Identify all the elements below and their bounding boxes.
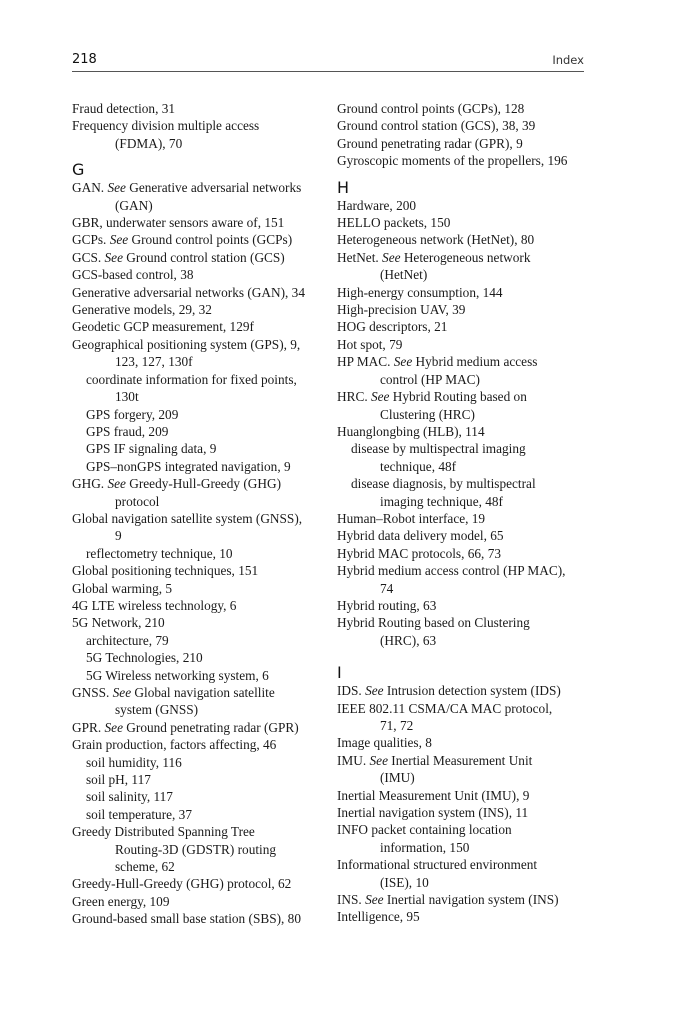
index-entry-continuation: 74	[380, 580, 394, 596]
index-entry-text: Hybrid routing, 63	[337, 597, 437, 613]
index-entry-text: Hybrid medium access control (HP MAC),	[337, 563, 566, 579]
index-entry	[337, 752, 589, 787]
index-subentry	[72, 371, 322, 406]
index-entry-text: coordinate information for fixed points,	[86, 371, 297, 387]
index-entry-continuation: (HRC), 63	[380, 632, 437, 648]
index-entry-text: Ground-based small base station (SBS), 80	[72, 911, 301, 927]
index-entry	[72, 597, 322, 614]
index-subentry	[72, 754, 322, 771]
index-entry-continuation: (ISE), 10	[380, 874, 429, 890]
index-entry-text: Hybrid data delivery model, 65	[337, 528, 504, 544]
index-entry-text: Global warming, 5	[72, 580, 173, 596]
index-entry	[337, 891, 589, 908]
index-entry-text: soil pH, 117	[86, 772, 151, 788]
see-reference: See	[107, 476, 126, 492]
index-entry-continuation: (IMU)	[380, 770, 415, 786]
index-entry-text: 4G LTE wireless technology, 6	[72, 597, 237, 613]
see-reference: See	[371, 389, 390, 405]
see-reference: See	[104, 249, 123, 265]
index-column-left	[72, 100, 322, 928]
index-entry	[337, 562, 589, 597]
see-reference: See	[365, 683, 384, 699]
index-entry	[337, 787, 589, 804]
index-entry-text: Inertial navigation system (INS)	[383, 892, 559, 908]
index-entry	[337, 100, 589, 117]
index-entry	[72, 100, 322, 117]
index-subentry	[72, 667, 322, 684]
index-entry-text: Inertial navigation system (INS), 11	[337, 805, 529, 821]
index-entry	[72, 580, 322, 597]
index-entry	[72, 510, 322, 545]
index-entry	[72, 736, 322, 753]
index-entry	[72, 719, 322, 736]
index-entry	[337, 597, 589, 614]
index-term: GCPs.	[72, 232, 110, 248]
index-entry-text: 5G Technologies, 210	[86, 650, 203, 666]
index-subentry	[72, 406, 322, 423]
index-entry-continuation: imaging technique, 48f	[380, 493, 503, 509]
index-entry-continuation: 71, 72	[380, 718, 414, 733]
index-section-letter: I	[337, 663, 342, 683]
index-entry-text: Greedy-Hull-Greedy (GHG)	[125, 476, 281, 492]
index-entry-text: GCS-based control, 38	[72, 267, 194, 283]
index-entry-text: soil temperature, 37	[86, 806, 192, 822]
index-entry	[72, 231, 322, 248]
index-entry-text: Greedy-Hull-Greedy (GHG) protocol, 62	[72, 876, 292, 892]
header-rule	[72, 71, 584, 72]
index-entry	[337, 510, 589, 527]
index-entry	[72, 249, 322, 266]
index-entry-continuation: technique, 48f	[380, 458, 457, 474]
index-entry-text: Green energy, 109	[72, 893, 170, 909]
index-subentry	[337, 475, 589, 510]
index-subentry	[72, 423, 322, 440]
index-entry-text: Hybrid MAC protocols, 66, 73	[337, 545, 501, 561]
index-entry-text: Inertial Measurement Unit	[387, 752, 533, 768]
page-header	[72, 50, 584, 70]
index-entry	[72, 266, 322, 283]
index-term: IMU.	[337, 752, 370, 768]
index-entry	[72, 179, 322, 214]
index-entry-text: Intelligence, 95	[337, 909, 420, 925]
see-reference: See	[104, 719, 123, 735]
index-entry-text: Greedy Distributed Spanning Tree	[72, 824, 255, 840]
index-term: HRC.	[337, 389, 371, 405]
index-entry-text: Image qualities, 8	[337, 735, 432, 751]
index-entry-text: Human–Robot interface, 19	[337, 510, 486, 526]
index-entry-continuation: Clustering (HRC)	[380, 406, 475, 422]
index-entry-text: disease diagnosis, by multispectral	[351, 476, 536, 492]
see-reference: See	[112, 685, 132, 700]
index-entry	[337, 301, 589, 318]
index-section-letter: G	[72, 160, 85, 180]
index-entry-text: GBR, underwater sensors aware of, 151	[72, 215, 285, 231]
index-entry	[337, 545, 589, 562]
see-reference: See	[382, 249, 401, 265]
index-entry-text: Generative models, 29, 32	[72, 302, 212, 318]
index-subentry	[72, 788, 322, 805]
index-entry-continuation: 9	[115, 528, 122, 544]
index-entry-text: soil salinity, 117	[86, 789, 173, 805]
index-entry	[72, 475, 322, 510]
index-entry	[72, 614, 322, 631]
index-subentry	[72, 649, 322, 666]
index-entry-text: architecture, 79	[86, 632, 169, 648]
see-reference: See	[369, 752, 388, 768]
see-reference: See	[393, 354, 413, 370]
index-entry-text: Huanglongbing (HLB), 114	[337, 423, 485, 439]
index-term: GNSS.	[72, 685, 113, 700]
index-entry-text: Heterogeneous network	[400, 249, 531, 265]
index-term: HP MAC.	[337, 354, 394, 370]
index-entry	[337, 682, 589, 699]
index-entry-text: Global navigation satellite	[131, 685, 275, 700]
index-term: GHG.	[72, 476, 108, 492]
index-entry	[337, 821, 589, 856]
index-subentry	[72, 440, 322, 457]
index-entry	[337, 353, 589, 388]
index-entry-text: Frequency division multiple access	[72, 118, 260, 134]
index-entry-text: Global navigation satellite system (GNSS),	[72, 510, 303, 526]
index-entry-text: Ground control station (GCS)	[122, 249, 285, 265]
index-entry	[72, 117, 322, 152]
index-subentry	[72, 632, 322, 649]
index-entry-text: Ground control points (GCPs), 128	[337, 101, 525, 116]
index-entry	[337, 614, 589, 649]
index-entry	[72, 893, 322, 910]
index-entry-text: Hardware, 200	[337, 197, 417, 213]
index-entry-text: Generative adversarial networks (GAN), 34	[72, 284, 305, 300]
index-term: GPR.	[72, 719, 105, 735]
index-entry-continuation: 130t	[115, 389, 139, 405]
index-entry-continuation: (HetNet)	[380, 267, 428, 283]
index-entry-text: Ground penetrating radar (GPR)	[122, 719, 299, 735]
index-entry	[337, 197, 589, 214]
index-subentry	[72, 458, 322, 475]
index-column-right	[337, 100, 589, 926]
index-entry-text: High-precision UAV, 39	[337, 302, 466, 318]
index-entry	[72, 562, 322, 579]
index-entry-text: Informational structured environment	[337, 857, 538, 873]
index-subentry	[72, 771, 322, 788]
index-entry-text: GPS fraud, 209	[86, 423, 169, 439]
index-entry	[337, 734, 589, 751]
index-term: GAN.	[72, 180, 108, 196]
index-term: INS.	[337, 892, 366, 908]
index-entry	[72, 301, 322, 318]
index-term: GCS.	[72, 249, 105, 265]
index-entry	[72, 318, 322, 335]
index-entry-continuation: Routing-3D (GDSTR) routing	[115, 841, 277, 857]
index-entry-text: Gyroscopic moments of the propellers, 196	[337, 153, 568, 169]
index-entry	[337, 336, 589, 353]
index-entry-continuation: system (GNSS)	[115, 702, 199, 718]
index-term: IDS.	[337, 683, 366, 699]
index-entry-text: reflectometry technique, 10	[86, 545, 233, 561]
index-entry	[337, 908, 589, 925]
index-entry-text: Hybrid Routing based on	[389, 389, 527, 405]
see-reference: See	[109, 232, 129, 248]
index-entry-text: GPS IF signaling data, 9	[86, 441, 217, 457]
index-entry-text: Geodetic GCP measurement, 129f	[72, 319, 254, 335]
index-entry	[337, 700, 589, 735]
index-entry	[337, 856, 589, 891]
index-entry-text: Inertial Measurement Unit (IMU), 9	[337, 787, 530, 803]
index-entry	[72, 214, 322, 231]
index-entry	[72, 823, 322, 858]
index-subentry	[72, 545, 322, 562]
index-entry	[337, 804, 589, 821]
index-entry-text: 5G Wireless networking system, 6	[86, 667, 269, 683]
running-head: Index	[552, 53, 584, 67]
index-entry-continuation: scheme, 62	[115, 859, 175, 875]
index-subentry	[72, 806, 322, 823]
index-entry-text: soil humidity, 116	[86, 754, 182, 770]
index-entry	[337, 135, 589, 152]
index-entry-text: HOG descriptors, 21	[337, 319, 448, 335]
index-entry-continuation: 123, 127, 130f	[115, 354, 193, 370]
index-entry-text: Hybrid Routing based on Clustering	[337, 615, 530, 631]
index-entry-text: Geographical positioning system (GPS), 9,	[72, 336, 301, 352]
index-entry-text: 5G Network, 210	[72, 615, 165, 631]
index-entry-text: INFO packet containing location	[337, 822, 512, 838]
index-entry-text: Grain production, factors affecting, 46	[72, 737, 277, 753]
index-entry-continuation: (GAN)	[115, 197, 153, 213]
index-entry-text: Ground penetrating radar (GPR), 9	[337, 135, 523, 151]
index-entry	[337, 214, 589, 231]
index-entry-text: Intrusion detection system (IDS)	[383, 683, 561, 699]
index-entry-text: Ground control station (GCS), 38, 39	[337, 118, 536, 134]
index-entry	[72, 910, 322, 927]
index-entry-continuation: information, 150	[380, 839, 470, 855]
page-number: 218	[72, 52, 97, 67]
index-entry	[72, 284, 322, 301]
index-section-letter: H	[337, 177, 350, 197]
see-reference: See	[107, 180, 126, 196]
index-entry	[337, 318, 589, 335]
index-entry	[72, 875, 322, 892]
index-entry-text: disease by multispectral imaging	[351, 441, 526, 457]
index-entry	[72, 336, 322, 371]
index-entry	[72, 684, 322, 719]
index-entry-text: Fraud detection, 31	[72, 101, 176, 116]
index-entry	[337, 527, 589, 544]
index-entry-text: Global positioning techniques, 151	[72, 563, 259, 579]
index-entry-text: GPS forgery, 209	[86, 406, 179, 422]
index-subentry	[337, 440, 589, 475]
index-entry	[337, 152, 589, 169]
index-entry-text: Hybrid medium access	[412, 354, 538, 370]
index-entry	[72, 858, 322, 875]
index-term: HetNet.	[337, 249, 383, 265]
index-entry-text: Hot spot, 79	[337, 336, 403, 352]
index-entry	[337, 249, 589, 284]
index-entry-text: GPS–nonGPS integrated navigation, 9	[86, 458, 291, 474]
index-entry-text: HELLO packets, 150	[337, 215, 451, 231]
index-entry	[337, 423, 589, 440]
index-entry-text: Ground control points (GCPs)	[128, 232, 293, 248]
index-entry-text: High-energy consumption, 144	[337, 284, 503, 300]
index-entry	[337, 117, 589, 134]
index-entry	[337, 388, 589, 423]
index-entry-text: Generative adversarial networks	[125, 180, 302, 196]
see-reference: See	[365, 892, 384, 908]
index-entry-continuation: control (HP MAC)	[380, 371, 480, 387]
index-entry	[337, 284, 589, 301]
index-entry-text: Heterogeneous network (HetNet), 80	[337, 232, 535, 248]
index-entry	[337, 231, 589, 248]
index-entry-continuation: (FDMA), 70	[115, 135, 183, 151]
index-entry-continuation: protocol	[115, 493, 160, 509]
index-entry-text: IEEE 802.11 CSMA/CA MAC protocol,	[337, 700, 553, 716]
